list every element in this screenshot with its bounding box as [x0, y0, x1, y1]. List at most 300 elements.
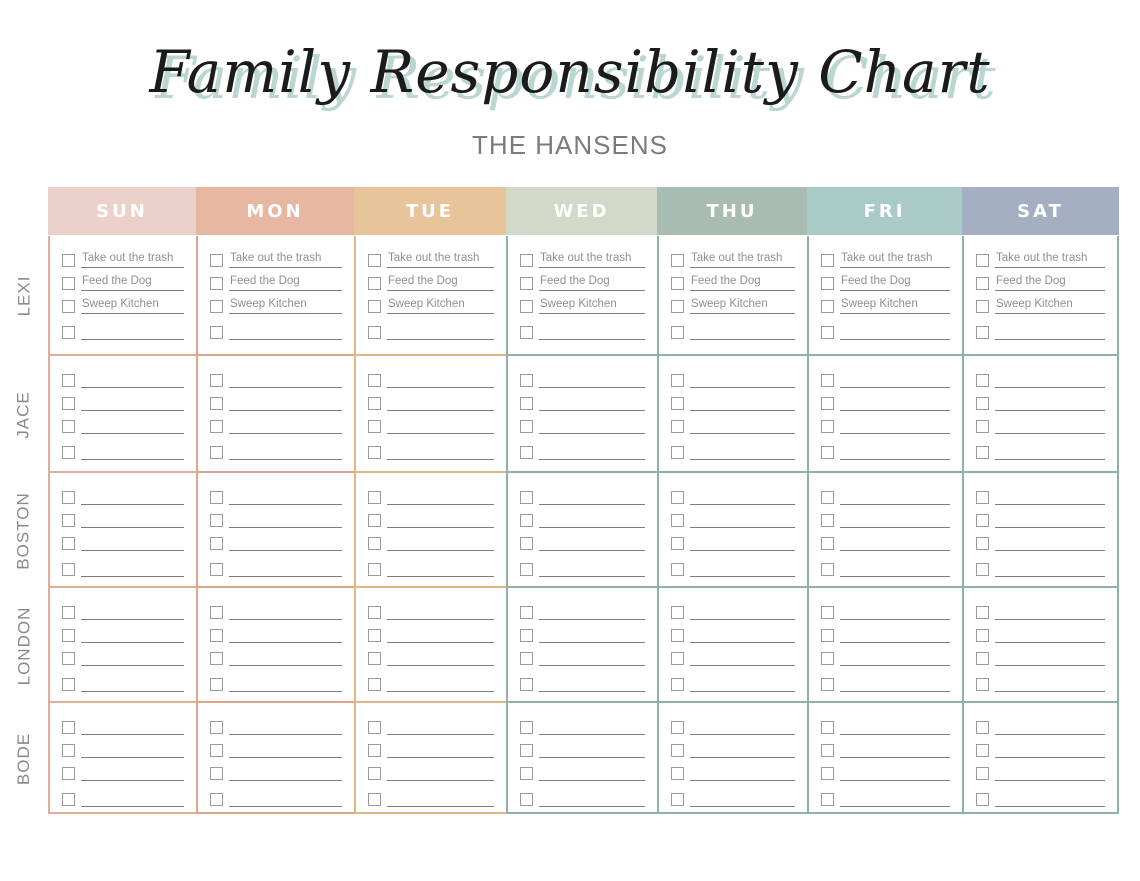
task-label[interactable]: Sweep Kitchen [690, 297, 795, 314]
task-row [976, 717, 1105, 735]
task-checkbox[interactable] [520, 767, 533, 780]
task-label[interactable] [840, 764, 950, 781]
task-checkbox[interactable] [520, 254, 533, 267]
task-checkbox[interactable] [976, 300, 989, 313]
task-label[interactable] [387, 649, 494, 666]
task-label[interactable]: Take out the trash [81, 251, 184, 268]
task-label[interactable] [840, 560, 950, 577]
task-checkbox[interactable] [671, 491, 684, 504]
task-label[interactable] [539, 649, 645, 666]
task-label[interactable]: Take out the trash [229, 251, 342, 268]
task-label[interactable] [539, 443, 645, 460]
task-checkbox[interactable] [210, 793, 223, 806]
task-checkbox[interactable] [210, 563, 223, 576]
task-row [821, 510, 950, 528]
task-checkbox[interactable] [520, 420, 533, 433]
task-label[interactable] [229, 626, 342, 643]
task-checkbox[interactable] [520, 629, 533, 642]
task-checkbox[interactable] [976, 793, 989, 806]
task-label[interactable] [995, 371, 1105, 388]
task-row [520, 533, 645, 551]
task-row [520, 648, 645, 666]
task-checkbox[interactable] [821, 767, 834, 780]
task-checkbox[interactable] [520, 397, 533, 410]
task-checkbox[interactable] [368, 767, 381, 780]
task-label[interactable] [229, 534, 342, 551]
task-checkbox[interactable] [976, 277, 989, 290]
task-label[interactable] [387, 675, 494, 692]
task-label[interactable] [840, 534, 950, 551]
task-checkbox[interactable] [210, 514, 223, 527]
task-checkbox[interactable] [976, 652, 989, 665]
task-label[interactable] [229, 764, 342, 781]
task-checkbox[interactable] [671, 420, 684, 433]
task-row [671, 763, 795, 781]
task-label[interactable] [229, 675, 342, 692]
task-label[interactable] [81, 764, 184, 781]
task-checkbox[interactable] [62, 514, 75, 527]
task-checkbox[interactable] [210, 446, 223, 459]
task-row [671, 602, 795, 620]
task-checkbox[interactable] [520, 678, 533, 691]
task-checkbox[interactable] [821, 514, 834, 527]
task-checkbox[interactable] [821, 744, 834, 757]
task-checkbox[interactable] [210, 300, 223, 313]
task-checkbox[interactable] [210, 721, 223, 734]
task-label[interactable] [539, 603, 645, 620]
task-label[interactable] [840, 488, 950, 505]
task-label[interactable] [840, 371, 950, 388]
task-label[interactable] [229, 371, 342, 388]
task-checkbox[interactable] [62, 300, 75, 313]
task-checkbox[interactable] [671, 721, 684, 734]
task-checkbox[interactable] [821, 606, 834, 619]
task-checkbox[interactable] [62, 721, 75, 734]
task-label[interactable]: Feed the Dog [690, 274, 795, 291]
task-checkbox[interactable] [62, 277, 75, 290]
task-row [62, 370, 184, 388]
task-checkbox[interactable] [368, 326, 381, 339]
task-checkbox[interactable] [671, 446, 684, 459]
task-checkbox[interactable] [671, 767, 684, 780]
task-checkbox[interactable] [671, 300, 684, 313]
task-label[interactable] [840, 323, 950, 340]
task-label[interactable] [387, 764, 494, 781]
task-checkbox[interactable] [821, 277, 834, 290]
task-checkbox[interactable] [210, 537, 223, 550]
task-label[interactable] [995, 718, 1105, 735]
task-row [976, 322, 1105, 340]
task-label[interactable] [539, 675, 645, 692]
task-checkbox[interactable] [62, 420, 75, 433]
task-label[interactable] [690, 764, 795, 781]
task-checkbox[interactable] [821, 537, 834, 550]
task-checkbox[interactable] [210, 374, 223, 387]
task-label[interactable] [387, 394, 494, 411]
task-label[interactable] [81, 603, 184, 620]
task-checkbox[interactable] [821, 397, 834, 410]
task-checkbox[interactable] [368, 397, 381, 410]
task-checkbox[interactable] [520, 491, 533, 504]
task-checkbox[interactable] [520, 793, 533, 806]
task-label[interactable] [539, 371, 645, 388]
task-label[interactable] [690, 511, 795, 528]
task-label[interactable] [229, 488, 342, 505]
task-label[interactable]: Feed the Dog [539, 274, 645, 291]
task-checkbox[interactable] [671, 374, 684, 387]
task-checkbox[interactable] [62, 446, 75, 459]
task-row [671, 648, 795, 666]
task-label[interactable] [387, 560, 494, 577]
task-label[interactable] [840, 790, 950, 807]
task-label[interactable] [995, 534, 1105, 551]
task-checkbox[interactable] [671, 563, 684, 576]
task-checkbox[interactable] [976, 744, 989, 757]
task-label[interactable] [81, 560, 184, 577]
task-row [821, 416, 950, 434]
task-checkbox[interactable] [368, 300, 381, 313]
task-label[interactable] [81, 323, 184, 340]
task-label[interactable] [81, 649, 184, 666]
task-checkbox[interactable] [368, 446, 381, 459]
task-label[interactable] [81, 790, 184, 807]
task-checkbox[interactable] [210, 678, 223, 691]
task-checkbox[interactable] [62, 491, 75, 504]
task-checkbox[interactable] [368, 606, 381, 619]
task-checkbox[interactable] [821, 491, 834, 504]
task-checkbox[interactable] [976, 326, 989, 339]
task-label[interactable] [229, 394, 342, 411]
task-label[interactable] [995, 511, 1105, 528]
task-label[interactable] [840, 417, 950, 434]
task-checkbox[interactable] [368, 277, 381, 290]
task-label[interactable] [840, 718, 950, 735]
task-label[interactable]: Feed the Dog [995, 274, 1105, 291]
task-label[interactable]: Sweep Kitchen [995, 297, 1105, 314]
task-label[interactable] [995, 603, 1105, 620]
task-label[interactable] [690, 394, 795, 411]
task-checkbox[interactable] [62, 374, 75, 387]
task-checkbox[interactable] [210, 629, 223, 642]
task-label[interactable] [840, 511, 950, 528]
task-label[interactable] [840, 443, 950, 460]
task-label[interactable] [539, 560, 645, 577]
task-checkbox[interactable] [520, 652, 533, 665]
task-checkbox[interactable] [821, 254, 834, 267]
task-checkbox[interactable] [368, 652, 381, 665]
task-checkbox[interactable] [671, 326, 684, 339]
task-label[interactable]: Feed the Dog [387, 274, 494, 291]
task-label[interactable] [840, 603, 950, 620]
task-label[interactable]: Take out the trash [539, 251, 645, 268]
task-label[interactable] [995, 417, 1105, 434]
task-label[interactable] [995, 790, 1105, 807]
task-label[interactable] [387, 443, 494, 460]
task-label[interactable] [387, 718, 494, 735]
task-label[interactable] [387, 371, 494, 388]
task-row [368, 602, 494, 620]
task-label[interactable] [229, 443, 342, 460]
task-label[interactable] [690, 560, 795, 577]
task-label[interactable] [840, 675, 950, 692]
task-checkbox[interactable] [368, 514, 381, 527]
task-checkbox[interactable] [210, 744, 223, 757]
task-checkbox[interactable] [821, 793, 834, 806]
task-checkbox[interactable] [520, 537, 533, 550]
task-label[interactable] [229, 741, 342, 758]
task-checkbox[interactable] [976, 446, 989, 459]
task-checkbox[interactable] [976, 537, 989, 550]
task-label[interactable] [690, 790, 795, 807]
task-label[interactable] [81, 394, 184, 411]
task-checkbox[interactable] [671, 514, 684, 527]
task-checkbox[interactable] [368, 721, 381, 734]
task-checkbox[interactable] [520, 721, 533, 734]
task-label[interactable] [690, 371, 795, 388]
task-checkbox[interactable] [520, 326, 533, 339]
task-label[interactable] [995, 560, 1105, 577]
task-label[interactable] [81, 511, 184, 528]
task-label[interactable] [81, 534, 184, 551]
task-label[interactable] [690, 323, 795, 340]
task-label[interactable] [229, 790, 342, 807]
task-checkbox[interactable] [210, 491, 223, 504]
task-checkbox[interactable] [520, 277, 533, 290]
task-label[interactable] [81, 718, 184, 735]
task-label[interactable] [229, 323, 342, 340]
task-checkbox[interactable] [821, 678, 834, 691]
task-checkbox[interactable] [821, 300, 834, 313]
task-label[interactable] [387, 603, 494, 620]
task-label[interactable] [995, 764, 1105, 781]
task-label[interactable] [539, 394, 645, 411]
task-checkbox[interactable] [62, 767, 75, 780]
task-checkbox[interactable] [368, 374, 381, 387]
task-label[interactable] [81, 488, 184, 505]
task-checkbox[interactable] [62, 326, 75, 339]
task-checkbox[interactable] [62, 678, 75, 691]
task-checkbox[interactable] [368, 420, 381, 433]
task-label[interactable] [690, 534, 795, 551]
task-checkbox[interactable] [821, 326, 834, 339]
task-checkbox[interactable] [62, 629, 75, 642]
task-label[interactable] [387, 534, 494, 551]
task-label[interactable]: Sweep Kitchen [387, 297, 494, 314]
task-label[interactable] [690, 718, 795, 735]
task-checkbox[interactable] [210, 767, 223, 780]
task-label[interactable] [387, 741, 494, 758]
task-checkbox[interactable] [210, 652, 223, 665]
task-checkbox[interactable] [62, 793, 75, 806]
task-row [62, 674, 184, 692]
task-row [62, 625, 184, 643]
task-checkbox[interactable] [62, 563, 75, 576]
task-label[interactable] [539, 718, 645, 735]
task-checkbox[interactable] [520, 300, 533, 313]
task-label[interactable] [387, 488, 494, 505]
task-checkbox[interactable] [62, 652, 75, 665]
task-checkbox[interactable] [520, 446, 533, 459]
task-checkbox[interactable] [62, 254, 75, 267]
task-checkbox[interactable] [210, 420, 223, 433]
task-label[interactable] [995, 675, 1105, 692]
task-checkbox[interactable] [976, 397, 989, 410]
task-checkbox[interactable] [368, 563, 381, 576]
task-row [520, 273, 645, 291]
task-label[interactable] [995, 741, 1105, 758]
task-label[interactable] [539, 323, 645, 340]
task-label[interactable]: Feed the Dog [840, 274, 950, 291]
task-checkbox[interactable] [520, 374, 533, 387]
task-checkbox[interactable] [976, 629, 989, 642]
task-checkbox[interactable] [976, 606, 989, 619]
task-checkbox[interactable] [368, 537, 381, 550]
task-checkbox[interactable] [976, 563, 989, 576]
member-name-slot [0, 473, 48, 588]
task-label[interactable] [539, 790, 645, 807]
task-checkbox[interactable] [62, 397, 75, 410]
task-checkbox[interactable] [976, 514, 989, 527]
task-checkbox[interactable] [976, 254, 989, 267]
task-row [368, 322, 494, 340]
task-checkbox[interactable] [821, 420, 834, 433]
task-label[interactable] [539, 534, 645, 551]
task-label[interactable] [387, 323, 494, 340]
task-checkbox[interactable] [520, 744, 533, 757]
task-label[interactable] [229, 511, 342, 528]
task-checkbox[interactable] [671, 652, 684, 665]
task-label[interactable] [229, 417, 342, 434]
task-label[interactable] [690, 603, 795, 620]
task-checkbox[interactable] [821, 652, 834, 665]
task-label[interactable] [539, 511, 645, 528]
task-label[interactable] [995, 626, 1105, 643]
task-checkbox[interactable] [671, 629, 684, 642]
task-checkbox[interactable] [210, 606, 223, 619]
task-label[interactable] [995, 323, 1105, 340]
task-checkbox[interactable] [976, 420, 989, 433]
task-label[interactable] [539, 741, 645, 758]
task-checkbox[interactable] [368, 629, 381, 642]
task-label[interactable] [995, 394, 1105, 411]
task-row [976, 370, 1105, 388]
task-label[interactable] [690, 675, 795, 692]
task-label[interactable] [840, 394, 950, 411]
task-label[interactable]: Take out the trash [387, 251, 494, 268]
task-label[interactable] [81, 675, 184, 692]
task-checkbox[interactable] [821, 629, 834, 642]
cell-boston-thu [657, 473, 807, 588]
task-checkbox[interactable] [976, 767, 989, 780]
task-label[interactable] [995, 488, 1105, 505]
task-label[interactable] [690, 417, 795, 434]
task-checkbox[interactable] [210, 326, 223, 339]
task-label[interactable] [690, 626, 795, 643]
task-label[interactable] [539, 626, 645, 643]
task-checkbox[interactable] [671, 537, 684, 550]
task-label[interactable] [229, 649, 342, 666]
task-checkbox[interactable] [368, 744, 381, 757]
task-label[interactable] [81, 417, 184, 434]
task-label[interactable] [690, 443, 795, 460]
task-checkbox[interactable] [671, 793, 684, 806]
task-checkbox[interactable] [671, 397, 684, 410]
task-checkbox[interactable] [62, 744, 75, 757]
task-label[interactable] [387, 626, 494, 643]
task-checkbox[interactable] [976, 491, 989, 504]
task-checkbox[interactable] [821, 721, 834, 734]
task-checkbox[interactable] [671, 606, 684, 619]
task-label[interactable] [690, 741, 795, 758]
task-checkbox[interactable] [62, 606, 75, 619]
task-checkbox[interactable] [671, 678, 684, 691]
task-label[interactable] [690, 488, 795, 505]
task-label[interactable] [81, 443, 184, 460]
task-checkbox[interactable] [62, 537, 75, 550]
task-checkbox[interactable] [210, 254, 223, 267]
task-label[interactable]: Sweep Kitchen [229, 297, 342, 314]
task-label[interactable] [229, 718, 342, 735]
task-label[interactable] [387, 417, 494, 434]
task-label[interactable] [539, 417, 645, 434]
task-label[interactable]: Take out the trash [840, 251, 950, 268]
task-label[interactable] [81, 626, 184, 643]
task-label[interactable]: Feed the Dog [229, 274, 342, 291]
task-label[interactable] [229, 560, 342, 577]
task-checkbox[interactable] [520, 606, 533, 619]
task-label[interactable] [840, 649, 950, 666]
task-label[interactable] [539, 488, 645, 505]
task-label[interactable] [539, 764, 645, 781]
task-checkbox[interactable] [210, 397, 223, 410]
task-label[interactable] [387, 790, 494, 807]
task-checkbox[interactable] [671, 277, 684, 290]
task-label[interactable] [840, 741, 950, 758]
task-label[interactable] [995, 649, 1105, 666]
task-label[interactable] [229, 603, 342, 620]
task-checkbox[interactable] [671, 744, 684, 757]
task-checkbox[interactable] [368, 491, 381, 504]
task-label[interactable] [995, 443, 1105, 460]
task-label[interactable]: Feed the Dog [81, 274, 184, 291]
task-label[interactable] [387, 511, 494, 528]
task-checkbox[interactable] [976, 678, 989, 691]
task-checkbox[interactable] [368, 793, 381, 806]
task-checkbox[interactable] [520, 514, 533, 527]
task-label[interactable]: Sweep Kitchen [539, 297, 645, 314]
task-checkbox[interactable] [976, 374, 989, 387]
task-label[interactable]: Take out the trash [690, 251, 795, 268]
task-label[interactable]: Sweep Kitchen [81, 297, 184, 314]
task-checkbox[interactable] [976, 721, 989, 734]
task-checkbox[interactable] [368, 254, 381, 267]
task-checkbox[interactable] [821, 374, 834, 387]
task-label[interactable] [840, 626, 950, 643]
task-checkbox[interactable] [520, 563, 533, 576]
task-label[interactable]: Sweep Kitchen [840, 297, 950, 314]
task-checkbox[interactable] [821, 563, 834, 576]
task-checkbox[interactable] [821, 446, 834, 459]
cell-london-wed [506, 588, 657, 703]
task-label[interactable] [690, 649, 795, 666]
task-label[interactable] [81, 371, 184, 388]
task-checkbox[interactable] [210, 277, 223, 290]
task-row [821, 648, 950, 666]
task-checkbox[interactable] [368, 678, 381, 691]
task-checkbox[interactable] [671, 254, 684, 267]
task-label[interactable] [81, 741, 184, 758]
task-label[interactable]: Take out the trash [995, 251, 1105, 268]
